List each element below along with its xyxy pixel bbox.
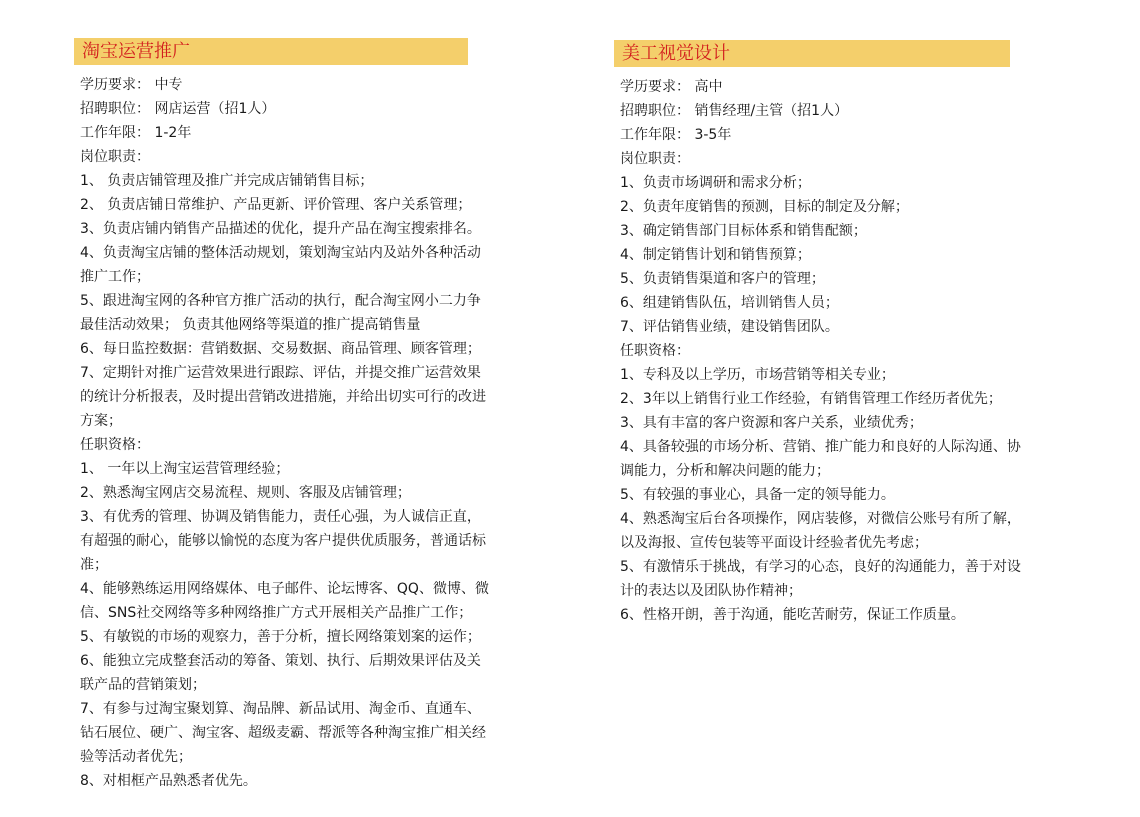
job-title-heading: 淘宝运营推广: [74, 38, 468, 65]
text-line: 学历要求： 中专: [80, 77, 183, 93]
job-posting-taobao-operations: [74, 38, 544, 793]
text-line: 调能力，分析和解决问题的能力；: [620, 463, 830, 479]
text-line: 2、 负责店铺日常维护、产品更新、评价管理、客户关系管理；: [80, 197, 472, 213]
text-line: 最佳活动效果； 负责其他网络等渠道的推广提高销售量: [80, 317, 421, 333]
text-line: 以及海报、宣传包装等平面设计经验者优先考虑；: [620, 535, 928, 551]
text-line: 4、具备较强的市场分析、营销、推广能力和良好的人际沟通、协: [620, 439, 1021, 455]
text-line: 2、熟悉淘宝网店交易流程、规则、客服及店铺管理；: [80, 485, 411, 501]
text-line: 的统计分析报表，及时提出营销改进措施，并给出切实可行的改进: [80, 389, 486, 405]
text-line: 3、有优秀的管理、协调及销售能力，责任心强，为人诚信正直，: [80, 509, 481, 525]
text-line: 招聘职位： 销售经理/主管（招1人）: [620, 103, 849, 119]
text-line: 招聘职位： 网店运营（招1人）: [80, 101, 276, 117]
text-line: 任职资格：: [80, 437, 150, 453]
text-line: 钻石展位、硬广、淘宝客、超级麦霸、帮派等各种淘宝推广相关经: [80, 725, 486, 741]
text-line: 5、跟进淘宝网的各种官方推广活动的执行，配合淘宝网小二力争: [80, 293, 481, 309]
text-line: 7、定期针对推广运营效果进行跟踪、评估，并提交推广运营效果: [80, 365, 481, 381]
text-line: 信、SNS社交网络等多种网络推广方式开展相关产品推广工作；: [80, 605, 473, 621]
text-line: 6、每日监控数据：营销数据、交易数据、商品管理、顾客管理；: [80, 341, 481, 357]
text-line: 4、制定销售计划和销售预算；: [620, 247, 811, 263]
text-line: 7、有参与过淘宝聚划算、淘品牌、新品试用、淘金币、直通车、: [80, 701, 481, 717]
job-title-heading: 美工视觉设计: [614, 40, 1010, 67]
text-line: 8、对相框产品熟悉者优先。: [80, 773, 257, 789]
text-line: 5、有激情乐于挑战，有学习的心态，良好的沟通能力，善于对设: [620, 559, 1021, 575]
text-line: 有超强的耐心，能够以愉悦的态度为客户提供优质服务，普通话标: [80, 533, 486, 549]
text-line: 7、评估销售业绩，建设销售团队。: [620, 319, 839, 335]
text-line: 岗位职责：: [620, 151, 690, 167]
text-line: 2、负责年度销售的预测，目标的制定及分解；: [620, 199, 909, 215]
text-line: 3、确定销售部门目标体系和销售配额；: [620, 223, 867, 239]
text-line: 方案；: [80, 413, 122, 429]
text-line: 1、负责市场调研和需求分析；: [620, 175, 811, 191]
text-line: 5、有敏锐的市场的观察力，善于分析，擅长网络策划案的运作；: [80, 629, 481, 645]
text-line: 4、熟悉淘宝后台各项操作，网店装修，对微信公账号有所了解，: [620, 511, 1021, 527]
text-line: 任职资格：: [620, 343, 690, 359]
text-line: 工作年限： 3-5年: [620, 127, 732, 143]
text-line: 岗位职责：: [80, 149, 150, 165]
text-line: 验等活动者优先；: [80, 749, 192, 765]
text-line: 工作年限： 1-2年: [80, 125, 192, 141]
text-line: 推广工作；: [80, 269, 150, 285]
text-line: 1、 负责店铺管理及推广并完成店铺销售目标；: [80, 173, 374, 189]
text-line: 计的表达以及团队协作精神；: [620, 583, 802, 599]
job-description: [614, 75, 1074, 627]
text-line: 2、3年以上销售行业工作经验，有销售管理工作经历者优先；: [620, 391, 1002, 407]
text-line: 6、性格开朗，善于沟通，能吃苦耐劳，保证工作质量。: [620, 607, 965, 623]
job-posting-visual-design: [614, 40, 1074, 627]
text-line: 4、负责淘宝店铺的整体活动规划，策划淘宝站内及站外各种活动: [80, 245, 481, 261]
text-line: 5、有较强的事业心，具备一定的领导能力。: [620, 487, 895, 503]
text-line: 准；: [80, 557, 108, 573]
text-line: 1、专科及以上学历，市场营销等相关专业；: [620, 367, 895, 383]
job-description: [74, 73, 544, 793]
text-line: 学历要求： 高中: [620, 79, 723, 95]
text-line: 3、负责店铺内销售产品描述的优化，提升产品在淘宝搜索排名。: [80, 221, 481, 237]
text-line: 联产品的营销策划；: [80, 677, 206, 693]
text-line: 1、 一年以上淘宝运营管理经验；: [80, 461, 290, 477]
text-line: 3、具有丰富的客户资源和客户关系，业绩优秀；: [620, 415, 923, 431]
text-line: 4、能够熟练运用网络媒体、电子邮件、论坛博客、QQ、微博、微: [80, 581, 489, 597]
text-line: 6、能独立完成整套活动的筹备、策划、执行、后期效果评估及关: [80, 653, 481, 669]
text-line: 6、组建销售队伍，培训销售人员；: [620, 295, 839, 311]
text-line: 5、负责销售渠道和客户的管理；: [620, 271, 825, 287]
